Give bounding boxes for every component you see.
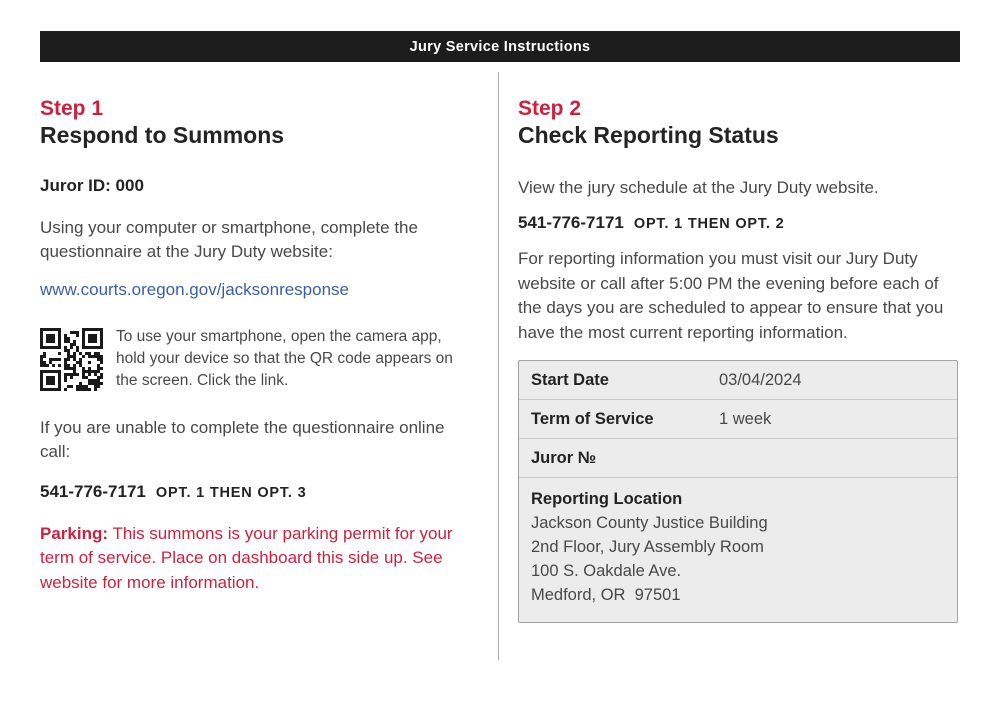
step1-unable-text: If you are unable to complete the questionnaire online call: <box>40 417 445 462</box>
step1-phone-line <box>40 482 474 502</box>
column-divider <box>498 72 499 660</box>
location-line: Medford, OR 97501 <box>531 585 681 604</box>
step1-intro: Using your computer or smartphone, complete the questionnaire at the Jury Duty website: <box>40 217 418 262</box>
step2-phone-options: OPT. 1 THEN OPT. 2 <box>633 216 785 233</box>
step2-label: Step 2 <box>518 97 582 120</box>
step2-section <box>518 96 960 623</box>
parking-notice <box>40 522 474 595</box>
parking-label: Parking: <box>40 523 109 543</box>
juror-number-label: Juror № <box>531 449 597 468</box>
term-of-service-value: 1 week <box>719 410 772 429</box>
reporting-location-block <box>519 478 957 622</box>
location-line: 100 S. Oakdale Ave. <box>531 561 682 580</box>
header-bar <box>40 31 960 62</box>
table-row-term-of-service <box>519 400 957 439</box>
table-row-start-date <box>519 361 957 400</box>
step2-title: Check Reporting Status <box>518 122 779 149</box>
step1-label: Step 1 <box>40 97 104 120</box>
term-of-service-label: Term of Service <box>531 410 654 429</box>
page-title: Jury Service Instructions <box>409 38 591 55</box>
juror-id: Juror ID: 000 <box>40 175 144 195</box>
start-date-label: Start Date <box>531 371 609 390</box>
step2-phone-number: 541-776-7171 <box>518 213 624 233</box>
step1-phone-options: OPT. 1 THEN OPT. 3 <box>155 484 307 501</box>
reporting-location-label: Reporting Location <box>531 490 683 509</box>
qr-row <box>40 326 474 392</box>
step1-section <box>40 96 474 595</box>
table-row-juror-number <box>519 439 957 478</box>
location-line: 2nd Floor, Jury Assembly Room <box>531 538 764 557</box>
step2-reporting-text: For reporting information you must visit our Jury Duty website or call after 5:00 PM the evening before each of the days you are scheduled to appear to ensure that you have the most current reporting information. <box>518 249 944 342</box>
step1-title: Respond to Summons <box>40 122 285 149</box>
start-date-value: 03/04/2024 <box>719 371 802 390</box>
parking-text: This summons is your parking permit for your term of service. Place on dashboard this side up. See website for more information. <box>40 523 453 592</box>
step2-intro: View the jury schedule at the Jury Duty website. <box>518 177 879 197</box>
jury-response-link[interactable]: www.courts.oregon.gov/jacksonresponse <box>40 279 349 299</box>
step2-phone-line <box>518 213 960 233</box>
qr-caption: To use your smartphone, open the camera app, hold your device so that the QR code appears on the screen. Click the link. <box>116 327 453 389</box>
location-line: Jackson County Justice Building <box>531 514 768 533</box>
step1-phone-number: 541-776-7171 <box>40 481 146 501</box>
reporting-info-table <box>518 360 958 623</box>
qr-code <box>40 328 103 391</box>
